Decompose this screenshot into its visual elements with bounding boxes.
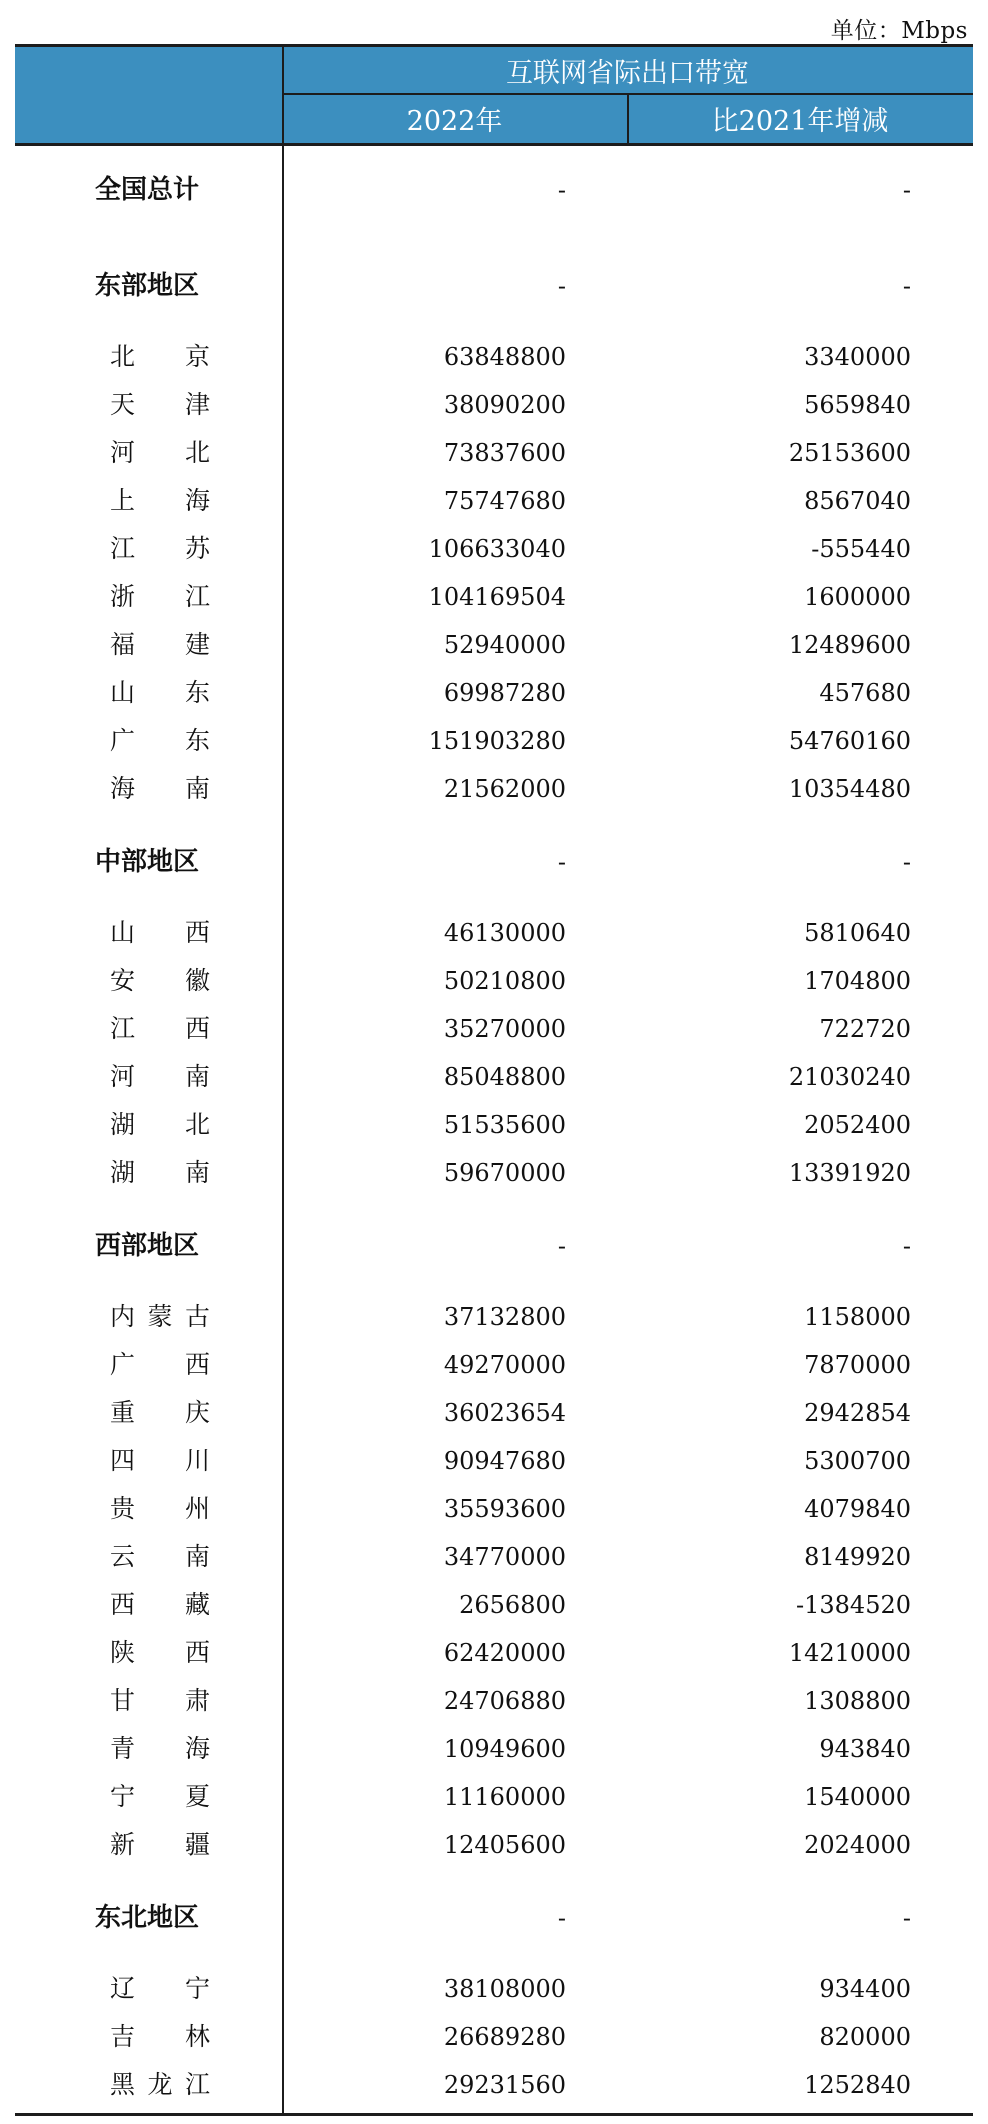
value-change: 7870000 — [804, 1351, 911, 1379]
value-2022: 36023654 — [443, 1399, 566, 1427]
province-name: 江西 — [110, 1014, 210, 1043]
value-2022: 62420000 — [443, 1639, 566, 1667]
value-2022: 51535600 — [443, 1111, 566, 1139]
table-row — [15, 1345, 973, 1385]
table-row — [15, 1729, 973, 1769]
value-change: 722720 — [819, 1015, 911, 1043]
value-2022: 24706880 — [443, 1687, 566, 1715]
value-change: -1384520 — [796, 1591, 911, 1619]
table-row — [15, 337, 973, 377]
province-name: 上海 — [110, 486, 210, 515]
value-change: 54760160 — [788, 727, 911, 755]
value-change: 12489600 — [788, 631, 911, 659]
value-change: -555440 — [811, 535, 911, 563]
value-2022: 34770000 — [443, 1543, 566, 1571]
value-change: - — [902, 272, 911, 300]
value-change: - — [902, 176, 911, 204]
value-change: 10354480 — [788, 775, 911, 803]
value-change: 5659840 — [804, 391, 911, 419]
table-row — [15, 2017, 973, 2057]
province-name: 湖南 — [110, 1158, 210, 1187]
value-change: 8567040 — [804, 487, 911, 515]
value-2022: 73837600 — [443, 439, 566, 467]
province-name: 山西 — [110, 918, 210, 947]
table-row — [15, 673, 973, 713]
value-2022: 69987280 — [443, 679, 566, 707]
region-row — [15, 842, 973, 882]
region-name: 东部地区 — [95, 271, 200, 301]
table-row — [15, 385, 973, 425]
province-name: 广西 — [110, 1350, 210, 1379]
value-change: - — [902, 1904, 911, 1932]
value-change: 4079840 — [804, 1495, 911, 1523]
table-row — [15, 625, 973, 665]
value-2022: - — [557, 1232, 566, 1260]
header-col-2022: 2022年 — [406, 105, 503, 137]
value-2022: 52940000 — [443, 631, 566, 659]
value-2022: 29231560 — [443, 2071, 566, 2099]
table-row — [15, 1297, 973, 1337]
value-change: 1252840 — [804, 2071, 911, 2099]
table-row — [15, 1825, 973, 1865]
province-name: 贵州 — [110, 1494, 210, 1523]
table-row — [15, 1681, 973, 1721]
value-2022: 35593600 — [443, 1495, 566, 1523]
province-name: 河南 — [110, 1062, 210, 1091]
value-2022: 38108000 — [443, 1975, 566, 2003]
value-change: 1540000 — [804, 1783, 911, 1811]
province-name: 河北 — [110, 438, 210, 467]
value-2022: 75747680 — [443, 487, 566, 515]
province-name: 海南 — [110, 774, 210, 803]
province-name: 宁夏 — [110, 1782, 210, 1811]
region-row — [15, 170, 973, 210]
region-name: 东北地区 — [95, 1903, 200, 1933]
province-name: 湖北 — [110, 1110, 210, 1139]
value-2022: - — [557, 848, 566, 876]
region-row — [15, 1226, 973, 1266]
value-2022: 46130000 — [443, 919, 566, 947]
province-name: 黑龙江 — [110, 2070, 210, 2099]
value-2022: - — [557, 176, 566, 204]
value-change: 943840 — [819, 1735, 911, 1763]
value-2022: 26689280 — [443, 2023, 566, 2051]
province-name: 云南 — [110, 1542, 210, 1571]
region-name: 全国总计 — [95, 175, 200, 205]
value-change: 1600000 — [804, 583, 911, 611]
table-row — [15, 1585, 973, 1625]
province-name: 青海 — [110, 1734, 210, 1763]
value-change: 820000 — [819, 2023, 911, 2051]
value-2022: 38090200 — [443, 391, 566, 419]
value-2022: 11160000 — [443, 1783, 566, 1811]
value-change: 3340000 — [804, 343, 911, 371]
value-change: 457680 — [819, 679, 911, 707]
table-row — [15, 721, 973, 761]
value-2022: 85048800 — [443, 1063, 566, 1091]
value-change: 2052400 — [804, 1111, 911, 1139]
region-name: 西部地区 — [95, 1231, 200, 1261]
value-2022: 90947680 — [443, 1447, 566, 1475]
table-row — [15, 769, 973, 809]
table-row — [15, 1777, 973, 1817]
value-2022: 12405600 — [443, 1831, 566, 1859]
value-2022: 104169504 — [428, 583, 566, 611]
value-change: - — [902, 1232, 911, 1260]
value-change: 934400 — [819, 1975, 911, 2003]
table-row — [15, 1057, 973, 1097]
table-header — [15, 44, 973, 146]
value-2022: 50210800 — [443, 967, 566, 995]
province-name: 四川 — [110, 1446, 210, 1475]
table-row — [15, 481, 973, 521]
province-name: 辽宁 — [110, 1974, 210, 2003]
province-name: 山东 — [110, 678, 210, 707]
province-name: 吉林 — [110, 2022, 210, 2051]
value-change: 14210000 — [788, 1639, 911, 1667]
province-name: 江苏 — [110, 534, 210, 563]
header-group-label: 互联网省际出口带宽 — [506, 57, 749, 89]
table-row — [15, 1441, 973, 1481]
header-col-change: 比2021年增减 — [711, 105, 889, 137]
table-body — [15, 146, 973, 2116]
table-row — [15, 1009, 973, 1049]
value-2022: 151903280 — [428, 727, 566, 755]
bandwidth-table — [15, 44, 973, 2116]
table-row — [15, 2065, 973, 2105]
province-name: 广东 — [110, 726, 210, 755]
region-name: 中部地区 — [95, 847, 200, 877]
province-name: 陕西 — [110, 1638, 210, 1667]
value-change: 2942854 — [804, 1399, 911, 1427]
value-2022: 49270000 — [443, 1351, 566, 1379]
value-change: - — [902, 848, 911, 876]
table-row — [15, 1633, 973, 1673]
region-row — [15, 1898, 973, 1938]
table-row — [15, 433, 973, 473]
province-name: 安徽 — [110, 966, 210, 995]
value-2022: - — [557, 272, 566, 300]
table-row — [15, 1489, 973, 1529]
value-2022: 10949600 — [443, 1735, 566, 1763]
value-2022: 63848800 — [443, 343, 566, 371]
table-row — [15, 1969, 973, 2009]
region-row — [15, 266, 973, 306]
province-name: 天津 — [110, 390, 210, 419]
value-2022: 35270000 — [443, 1015, 566, 1043]
province-name: 浙江 — [110, 582, 210, 611]
value-change: 5300700 — [804, 1447, 911, 1475]
province-name: 新疆 — [110, 1830, 210, 1859]
table-row — [15, 1537, 973, 1577]
value-change: 1704800 — [804, 967, 911, 995]
table-row — [15, 961, 973, 1001]
table-row — [15, 913, 973, 953]
value-2022: - — [557, 1904, 566, 1932]
province-name: 内蒙古 — [110, 1302, 210, 1331]
province-name: 甘肃 — [110, 1686, 210, 1715]
value-2022: 21562000 — [443, 775, 566, 803]
value-change: 25153600 — [788, 439, 911, 467]
value-change: 8149920 — [804, 1543, 911, 1571]
value-2022: 59670000 — [443, 1159, 566, 1187]
unit-label: 单位：Mbps — [830, 18, 968, 44]
table-row — [15, 1393, 973, 1433]
province-name: 北京 — [110, 342, 210, 371]
value-change: 21030240 — [788, 1063, 911, 1091]
value-change: 1308800 — [804, 1687, 911, 1715]
province-name: 福建 — [110, 630, 210, 659]
value-change: 1158000 — [804, 1303, 911, 1331]
table-row — [15, 1105, 973, 1145]
value-2022: 106633040 — [428, 535, 566, 563]
table-row — [15, 529, 973, 569]
province-name: 西藏 — [110, 1590, 210, 1619]
value-2022: 2656800 — [459, 1591, 566, 1619]
table-row — [15, 1153, 973, 1193]
value-2022: 37132800 — [443, 1303, 566, 1331]
value-change: 13391920 — [788, 1159, 911, 1187]
value-change: 2024000 — [804, 1831, 911, 1859]
value-change: 5810640 — [804, 919, 911, 947]
table-row — [15, 577, 973, 617]
province-name: 重庆 — [110, 1398, 210, 1427]
